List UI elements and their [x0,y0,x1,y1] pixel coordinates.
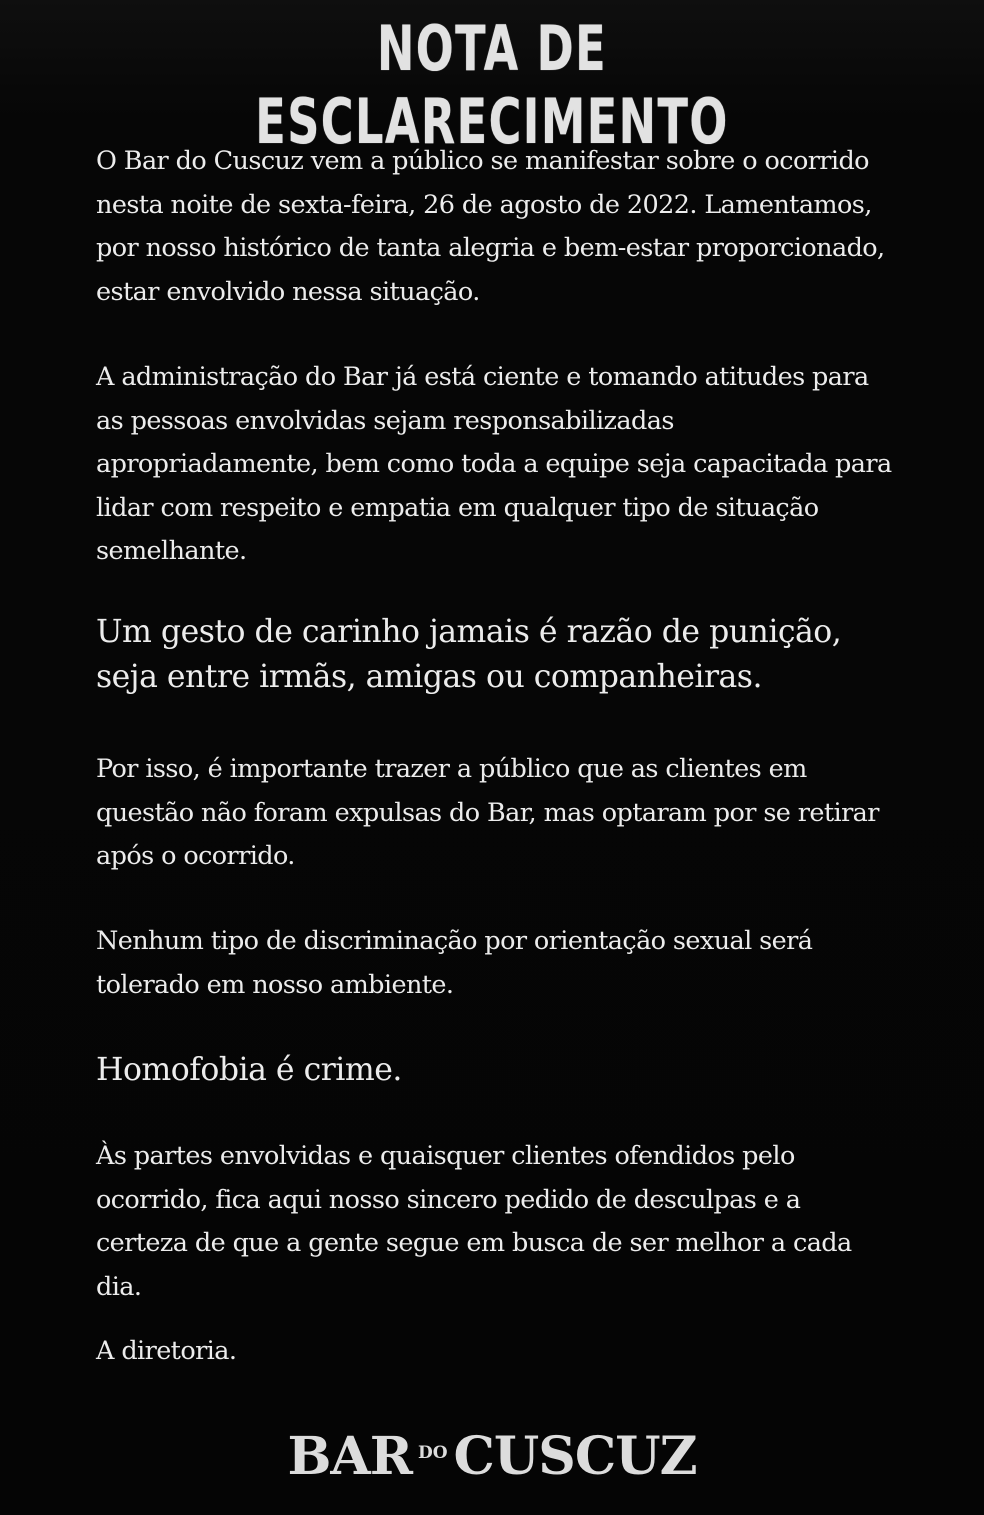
paragraph-discrimination: Nenhum tipo de discriminação por orientação sexual será tolerado em nosso ambiente. [96,926,813,1000]
brand-logo [0,1426,984,1487]
logo-bar: BAR [287,1426,412,1487]
paragraph-intro: O Bar do Cuscuz vem a público se manifestar sobre o ocorrido nesta noite de sexta-feira, 26 de agosto de 2022. Lamentamos, por nosso histórico de tanta alegria e bem-estar proporcionado, estar envolvido nessa situação. [96,146,885,307]
paragraph-homophobia: Homofobia é crime. [96,1052,402,1088]
logo-do: DO [417,1443,448,1463]
signature: A diretoria. [96,1336,237,1366]
paragraph-highlight: Um gesto de carinho jamais é razão de punição, seja entre irmãs, amigas ou companheiras. [96,614,842,695]
paragraph-apology: Às partes envolvidas e quaisquer clientes ofendidos pelo ocorrido, fica aqui nosso sincero pedido de desculpas e a certeza de que a gente segue em busca de ser melhor a cada dia. [96,1141,852,1302]
logo-cuscuz: CUSCUZ [453,1426,697,1487]
page-title: NOTA DE ESCLARECIMENTO [255,12,729,158]
paragraph-clarification: Por isso, é importante trazer a público que as clientes em questão não foram expulsas do Bar, mas optaram por se retirar após o ocorrido. [96,754,879,871]
paragraph-administration: A administração do Bar já está ciente e tomando atitudes para as pessoas envolvidas sejam responsabilizadas apropriadamente, bem como toda a equipe seja capacitada para lidar com respeito e empatia em qualquer tipo de situação semelhante. [96,362,892,566]
